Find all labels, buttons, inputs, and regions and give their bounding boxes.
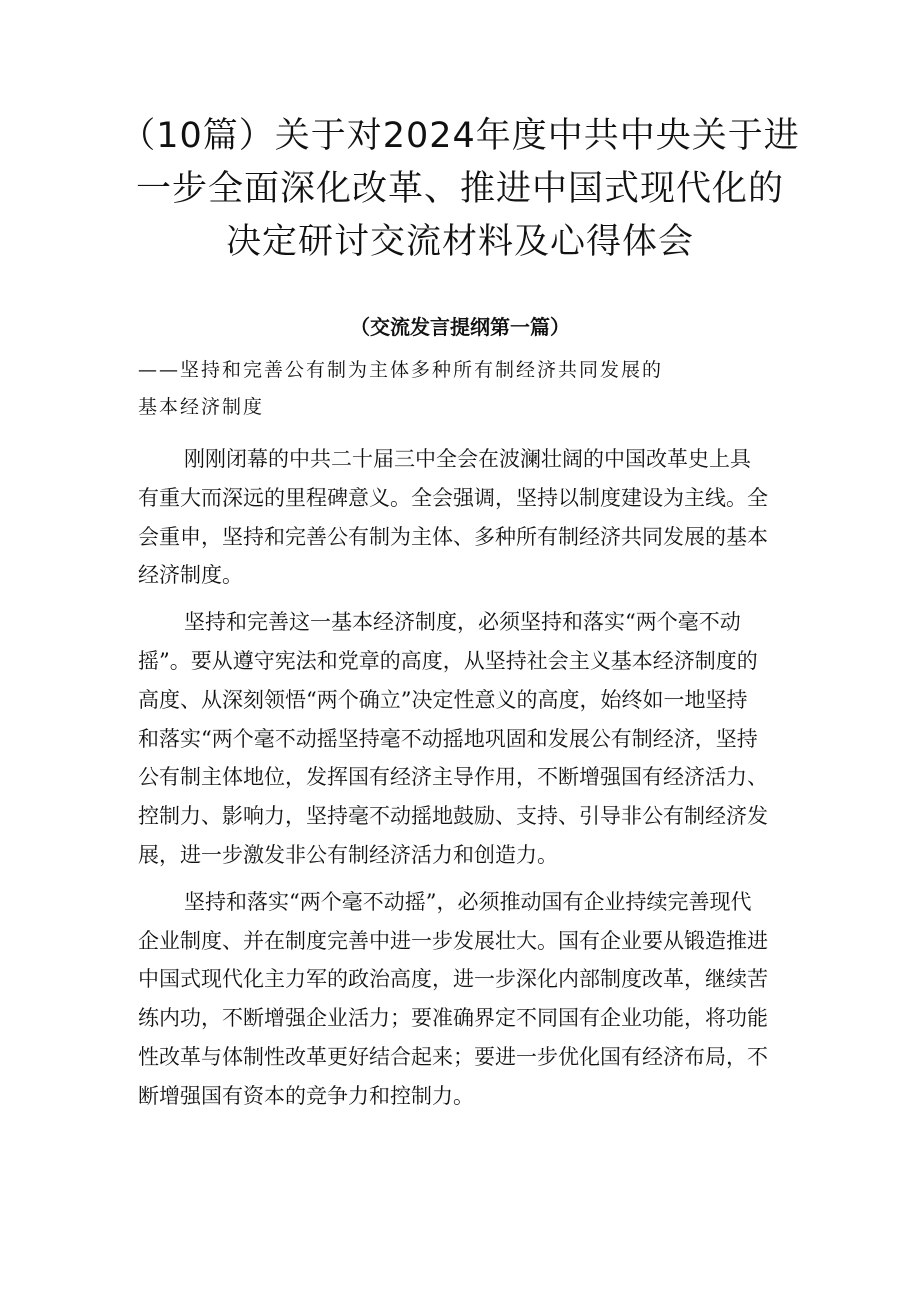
paragraph-line: 高度、从深刻领悟“两个确立”决定性意义的高度，始终如一地坚持	[138, 687, 748, 712]
paragraph-line: 坚持和落实“两个毫不动摇”，必须推动国有企业持续完善现代	[184, 889, 752, 914]
document-title	[120, 110, 800, 269]
section-heading: （交流发言提纲第一篇）	[350, 315, 570, 339]
paragraph-line: 性改革与体制性改革更好结合起来；要进一步优化国有经济布局，不	[138, 1044, 768, 1069]
document-body	[138, 440, 788, 1124]
paragraph-3	[138, 883, 788, 1116]
title-line: （10篇）关于对2024年度中共中央关于进	[120, 116, 800, 156]
paragraph-line: 坚持和完善这一基本经济制度，必须坚持和落实“两个毫不动	[184, 610, 741, 635]
title-line: 一步全面深化改革、推进中国式现代化的	[135, 169, 784, 209]
title-line: 决定研讨交流材料及心得体会	[225, 222, 694, 262]
paragraph-line: 会重申，坚持和完善公有制为主体、多种所有制经济共同发展的基本	[138, 524, 768, 549]
paragraph-line: 刚刚闭幕的中共二十届三中全会在波澜壮阔的中国改革史上具	[184, 447, 751, 471]
subtitle-line: 基本经济制度	[138, 396, 265, 418]
paragraph-line: 中国式现代化主力军的政治高度，进一步深化内部制度改革，继续苦	[138, 967, 768, 992]
paragraph-line: 公有制主体地位，发挥国有经济主导作用，不断增强国有经济活力、	[138, 765, 768, 790]
paragraph-line: 展，进一步激发非公有制经济活力和创造力。	[138, 842, 558, 867]
section-subtitle	[138, 352, 778, 426]
paragraph-line: 经济制度。	[138, 563, 243, 588]
paragraph-line: 摇”。要从遵守宪法和党章的高度，从坚持社会主义基本经济制度的	[138, 648, 758, 673]
paragraph-1	[138, 440, 788, 595]
paragraph-2	[138, 603, 788, 875]
paragraph-line: 练内功，不断增强企业活力；要准确界定不同国有企业功能，将功能	[138, 1006, 768, 1031]
paragraph-line: 企业制度、并在制度完善中进一步发展壮大。国有企业要从锻造推进	[138, 928, 768, 953]
paragraph-line: 断增强国有资本的竞争力和控制力。	[138, 1083, 474, 1108]
paragraph-line: 控制力、影响力，坚持毫不动摇地鼓励、支持、引导非公有制经济发	[138, 804, 768, 829]
paragraph-line: 有重大而深远的里程碑意义。全会强调，坚持以制度建设为主线。全	[138, 485, 768, 510]
subtitle-line: ——坚持和完善公有制为主体多种所有制经济共同发展的	[138, 359, 664, 381]
paragraph-line: 和落实“两个毫不动摇坚持毫不动摇地巩固和发展公有制经济，坚持	[138, 726, 758, 751]
